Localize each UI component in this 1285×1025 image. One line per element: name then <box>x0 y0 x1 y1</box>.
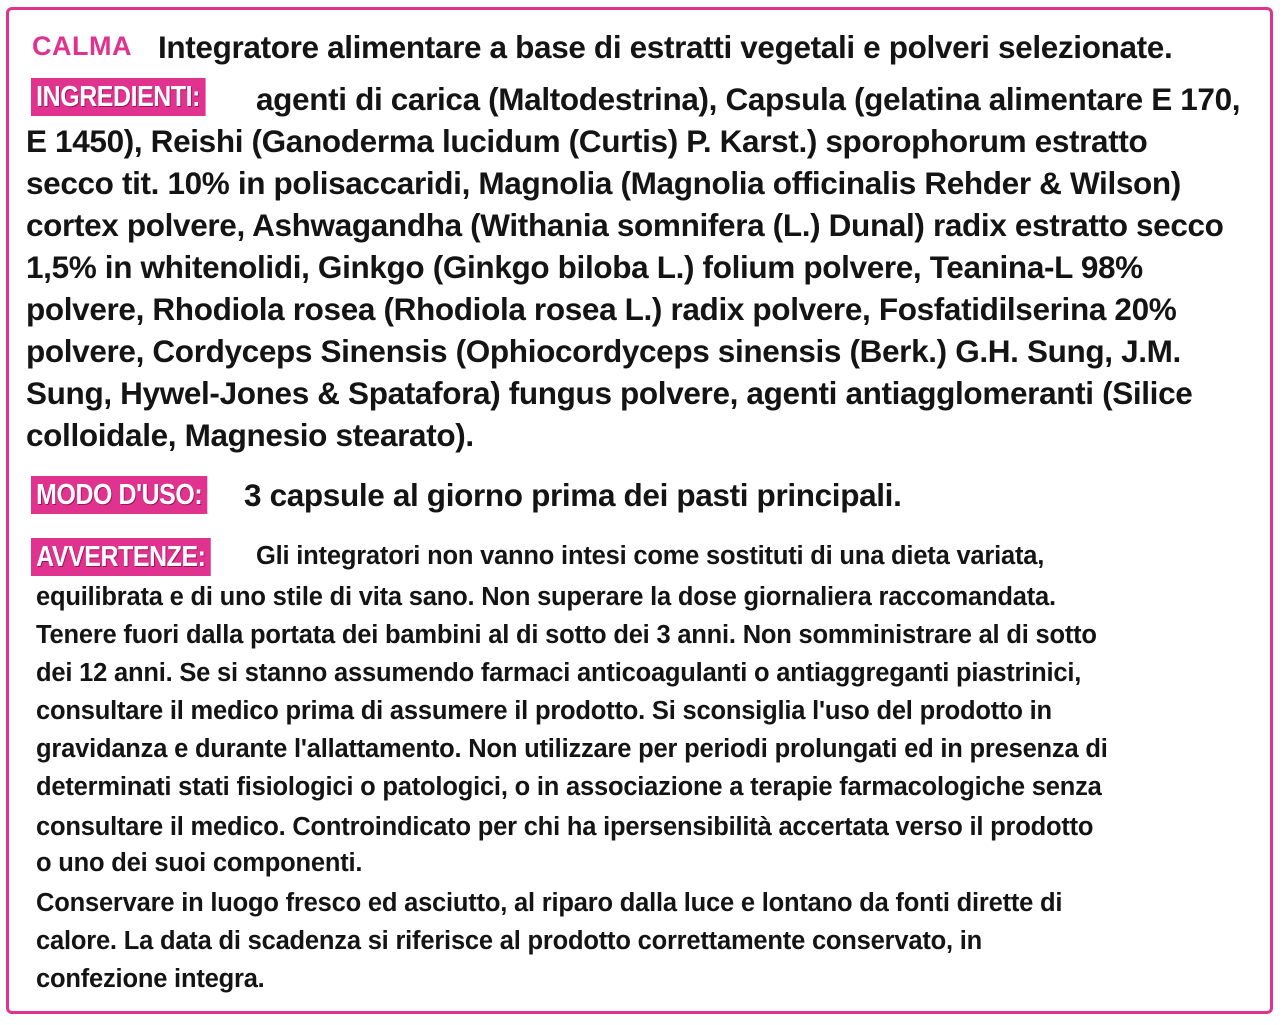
ingredients-badge: INGREDIENTI: <box>31 78 205 116</box>
usage-badge: MODO D'USO: <box>31 476 207 514</box>
brand-name: CALMA <box>32 31 132 61</box>
warnings-line: consultare il medico. Controindicato per chi ha ipersensibilità accertata verso il prodotto <box>36 813 1094 841</box>
warnings-line: o uno dei suoi componenti. <box>36 849 363 877</box>
ingredients-line: agenti di carica (Maltodestrina), Capsula (gelatina alimentare E 170, <box>256 81 1241 117</box>
product-description: Integratore alimentare a base di estratti vegetali e polveri selezionate. <box>158 29 1173 65</box>
ingredients-line: secco tit. 10% in polisaccaridi, Magnolia (Magnolia officinalis Rehder & Wilson) <box>26 165 1181 201</box>
warnings-line: dei 12 anni. Se si stanno assumendo farmaci anticoagulanti o antiaggreganti piastrinici, <box>36 659 1082 687</box>
ingredients-line: polvere, Cordyceps Sinensis (Ophiocordyceps sinensis (Berk.) G.H. Sung, J.M. <box>26 333 1181 369</box>
warnings-line: consultare il medico prima di assumere il prodotto. Si sconsiglia l'uso del prodotto in <box>36 697 1052 725</box>
warnings-line: gravidanza e durante l'allattamento. Non utilizzare per periodi prolungati ed in presenza di <box>36 735 1108 763</box>
storage-line: Conservare in luogo fresco ed asciutto, al riparo dalla luce e lontano da fonti dirette di <box>36 889 1063 917</box>
ingredients-line: cortex polvere, Ashwagandha (Withania somnifera (L.) Dunal) radix estratto secco <box>26 207 1224 243</box>
warnings-line: equilibrata e di uno stile di vita sano. Non superare la dose giornaliera raccomandata. <box>36 583 1056 611</box>
usage-text: 3 capsule al giorno prima dei pasti principali. <box>244 477 902 513</box>
ingredients-line: E 1450), Reishi (Ganoderma lucidum (Curtis) P. Karst.) sporophorum estratto <box>26 123 1148 159</box>
warnings-line: Tenere fuori dalla portata dei bambini al di sotto dei 3 anni. Non somministrare al di sotto <box>36 621 1097 649</box>
ingredients-line: polvere, Rhodiola rosea (Rhodiola rosea L.) radix polvere, Fosfatidilserina 20% <box>26 291 1177 327</box>
ingredients-line: 1,5% in whitenolidi, Ginkgo (Ginkgo biloba L.) folium polvere, Teanina-L 98% <box>26 249 1143 285</box>
ingredients-line: colloidale, Magnesio stearato). <box>26 417 474 453</box>
warnings-line: determinati stati fisiologici o patologici, o in associazione a terapie farmacologiche senza <box>36 773 1102 801</box>
warnings-badge: AVVERTENZE: <box>31 538 211 576</box>
warnings-line: Gli integratori non vanno intesi come sostituti di una dieta variata, <box>256 542 1045 570</box>
storage-line: confezione integra. <box>36 965 265 993</box>
storage-line: calore. La data di scadenza si riferisce al prodotto correttamente conservato, in <box>36 927 983 955</box>
ingredients-line: Sung, Hywel-Jones & Spatafora) fungus polvere, agenti antiagglomeranti (Silice <box>26 375 1193 411</box>
